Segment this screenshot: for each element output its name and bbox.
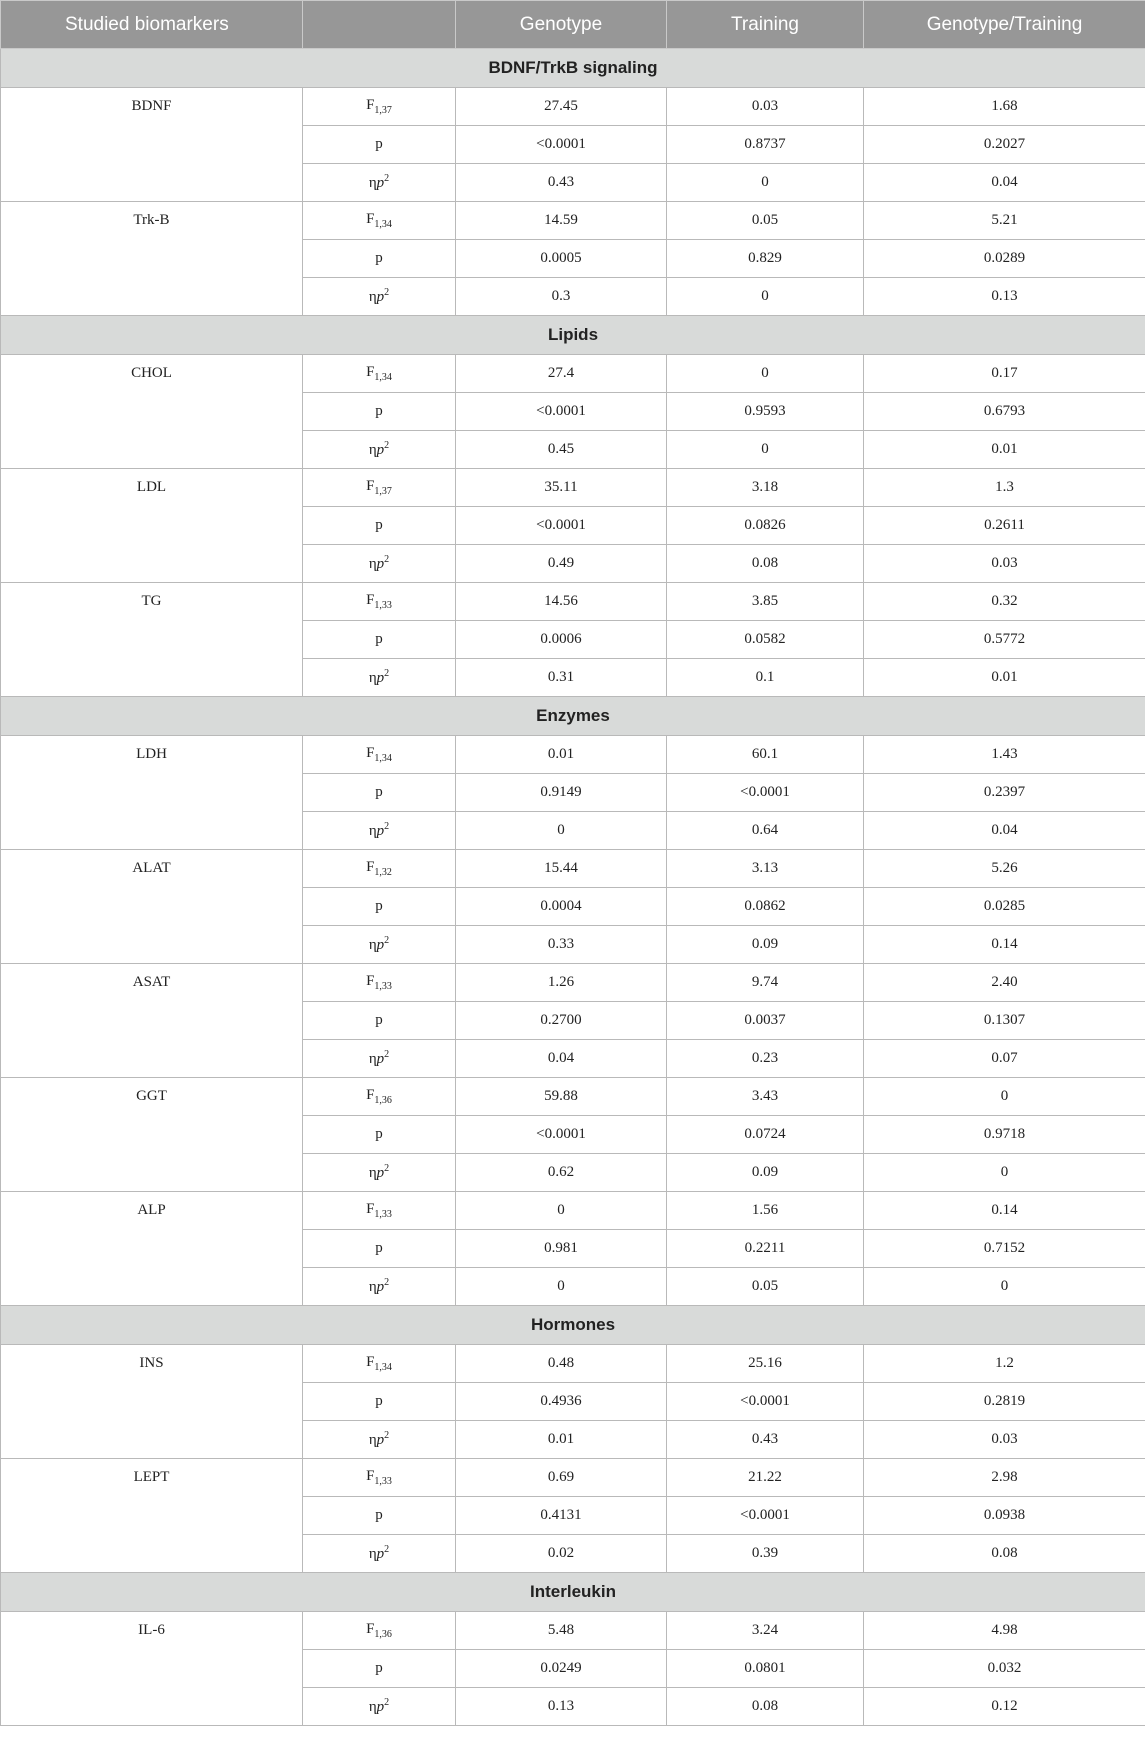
section-row	[1, 1306, 1145, 1345]
stat-label-f: $F_{1,33}$	[303, 964, 456, 1002]
stat-label-p: p	[303, 1650, 456, 1688]
stat-label-f: $F_{1,32}$	[303, 850, 456, 888]
cell-value: 0	[864, 1268, 1145, 1306]
cell-value: 0.2211	[667, 1230, 864, 1268]
cell-value: 5.21	[864, 202, 1145, 240]
biomarker-name: INS	[1, 1345, 303, 1459]
eta-superscript: 2	[384, 440, 390, 451]
section-title: Enzymes	[1, 697, 1145, 736]
f-degrees-of-freedom: 1,36	[374, 1629, 392, 1640]
cell-value: 0.5772	[864, 621, 1145, 659]
stat-label-f: $F_{1,34}$	[303, 736, 456, 774]
eta-superscript: 2	[384, 1544, 390, 1555]
cell-value: 0.0285	[864, 888, 1145, 926]
header-training: Training	[667, 1, 864, 49]
biomarker-name: IL-6	[1, 1612, 303, 1726]
eta-superscript: 2	[384, 287, 390, 298]
cell-value: 0.08	[667, 1688, 864, 1726]
header-statistic	[303, 1, 456, 49]
cell-value: 0.4131	[456, 1497, 667, 1535]
cell-value: 0.17	[864, 355, 1145, 393]
cell-value: 9.74	[667, 964, 864, 1002]
table-row-f	[1, 583, 1145, 621]
biomarker-name: ALAT	[1, 850, 303, 964]
stat-label-p: p	[303, 1497, 456, 1535]
cell-value: 0.45	[456, 431, 667, 469]
cell-value: 27.4	[456, 355, 667, 393]
eta-superscript: 2	[384, 1163, 390, 1174]
cell-value: 0.04	[864, 812, 1145, 850]
cell-value: 0.0938	[864, 1497, 1145, 1535]
stat-label-eta	[303, 1535, 456, 1573]
cell-value: 0	[456, 812, 667, 850]
cell-value: 0.2397	[864, 774, 1145, 812]
cell-value: 0.32	[864, 583, 1145, 621]
header-genotype-training: Genotype/Training	[864, 1, 1145, 49]
section-title: Hormones	[1, 1306, 1145, 1345]
cell-value: 2.40	[864, 964, 1145, 1002]
cell-value: 0.0582	[667, 621, 864, 659]
stat-label-f: $F_{1,33}$	[303, 583, 456, 621]
table-row-f	[1, 88, 1145, 126]
table-row-f	[1, 1459, 1145, 1497]
cell-value: 5.26	[864, 850, 1145, 888]
stat-label-p: p	[303, 507, 456, 545]
cell-value: 0.7152	[864, 1230, 1145, 1268]
cell-value: 0	[667, 164, 864, 202]
cell-value: 0.08	[864, 1535, 1145, 1573]
cell-value: 0.8737	[667, 126, 864, 164]
eta-symbol: η	[368, 1546, 377, 1562]
table-row-f	[1, 1612, 1145, 1650]
cell-value: 0.01	[456, 1421, 667, 1459]
cell-value: 0.0004	[456, 888, 667, 926]
stat-label-eta	[303, 1688, 456, 1726]
cell-value: 60.1	[667, 736, 864, 774]
cell-value: 25.16	[667, 1345, 864, 1383]
cell-value: 0.4936	[456, 1383, 667, 1421]
table-row-f	[1, 964, 1145, 1002]
stat-label-f: $F_{1,37}$	[303, 469, 456, 507]
f-degrees-of-freedom: 1,33	[374, 1476, 392, 1487]
cell-value: 0.6793	[864, 393, 1145, 431]
table-row-f	[1, 1345, 1145, 1383]
cell-value: <0.0001	[667, 774, 864, 812]
stat-label-p: p	[303, 393, 456, 431]
biomarker-name: GGT	[1, 1078, 303, 1192]
cell-value: 0.05	[667, 1268, 864, 1306]
f-degrees-of-freedom: 1,34	[374, 753, 392, 764]
cell-value: 0.23	[667, 1040, 864, 1078]
cell-value: 0.07	[864, 1040, 1145, 1078]
f-degrees-of-freedom: 1,33	[374, 600, 392, 611]
cell-value: 14.59	[456, 202, 667, 240]
cell-value: 3.18	[667, 469, 864, 507]
stat-label-eta	[303, 164, 456, 202]
cell-value: <0.0001	[456, 393, 667, 431]
stat-label-eta	[303, 1040, 456, 1078]
f-degrees-of-freedom: 1,32	[374, 867, 392, 878]
eta-symbol: η	[368, 442, 377, 458]
stat-label-p: p	[303, 888, 456, 926]
eta-symbol: η	[368, 1051, 377, 1067]
cell-value: 0.13	[456, 1688, 667, 1726]
header-genotype: Genotype	[456, 1, 667, 49]
cell-value: 0.9718	[864, 1116, 1145, 1154]
cell-value: 1.68	[864, 88, 1145, 126]
cell-value: 4.98	[864, 1612, 1145, 1650]
eta-superscript: 2	[384, 1430, 390, 1441]
eta-p: p	[376, 1699, 385, 1715]
stat-label-f: $F_{1,36}$	[303, 1078, 456, 1116]
eta-superscript: 2	[384, 1277, 390, 1288]
cell-value: 1.56	[667, 1192, 864, 1230]
eta-symbol: η	[368, 670, 377, 686]
cell-value: 21.22	[667, 1459, 864, 1497]
cell-value: 0.9149	[456, 774, 667, 812]
stat-label-p: p	[303, 621, 456, 659]
cell-value: 0.43	[456, 164, 667, 202]
stat-label-p: p	[303, 240, 456, 278]
cell-value: 0	[456, 1192, 667, 1230]
eta-p: p	[376, 1165, 385, 1181]
biomarker-name: CHOL	[1, 355, 303, 469]
cell-value: 0.2027	[864, 126, 1145, 164]
cell-value: 0.01	[864, 431, 1145, 469]
f-degrees-of-freedom: 1,37	[374, 105, 392, 116]
f-degrees-of-freedom: 1,34	[374, 219, 392, 230]
cell-value: 0.03	[864, 545, 1145, 583]
cell-value: <0.0001	[456, 1116, 667, 1154]
stat-label-p: p	[303, 774, 456, 812]
cell-value: 0.0005	[456, 240, 667, 278]
cell-value: 0.2700	[456, 1002, 667, 1040]
cell-value: 0.04	[864, 164, 1145, 202]
eta-symbol: η	[368, 556, 377, 572]
cell-value: 0.0289	[864, 240, 1145, 278]
cell-value: 0.01	[864, 659, 1145, 697]
eta-superscript: 2	[384, 821, 390, 832]
cell-value: 0.14	[864, 926, 1145, 964]
cell-value: <0.0001	[456, 507, 667, 545]
cell-value: 0.09	[667, 1154, 864, 1192]
cell-value: 0.12	[864, 1688, 1145, 1726]
eta-p: p	[376, 289, 385, 305]
eta-superscript: 2	[384, 554, 390, 565]
cell-value: 0.2611	[864, 507, 1145, 545]
stat-label-f: $F_{1,34}$	[303, 202, 456, 240]
eta-symbol: η	[368, 937, 377, 953]
cell-value: 0	[864, 1078, 1145, 1116]
cell-value: 15.44	[456, 850, 667, 888]
biomarker-name: LDH	[1, 736, 303, 850]
stat-label-eta	[303, 431, 456, 469]
eta-p: p	[376, 1546, 385, 1562]
cell-value: 0.0724	[667, 1116, 864, 1154]
cell-value: 1.3	[864, 469, 1145, 507]
table-row-f	[1, 1192, 1145, 1230]
cell-value: 27.45	[456, 88, 667, 126]
cell-value: 1.26	[456, 964, 667, 1002]
cell-value: 0	[667, 278, 864, 316]
cell-value: 0.08	[667, 545, 864, 583]
eta-p: p	[376, 556, 385, 572]
table-row-f	[1, 1078, 1145, 1116]
eta-p: p	[376, 1432, 385, 1448]
f-degrees-of-freedom: 1,34	[374, 1362, 392, 1373]
cell-value: 0.981	[456, 1230, 667, 1268]
cell-value: 0.829	[667, 240, 864, 278]
cell-value: 0.04	[456, 1040, 667, 1078]
cell-value: 59.88	[456, 1078, 667, 1116]
biomarker-name: LDL	[1, 469, 303, 583]
cell-value: 0.03	[864, 1421, 1145, 1459]
section-title: Interleukin	[1, 1573, 1145, 1612]
eta-symbol: η	[368, 1432, 377, 1448]
eta-symbol: η	[368, 175, 377, 191]
f-degrees-of-freedom: 1,34	[374, 372, 392, 383]
cell-value: <0.0001	[667, 1383, 864, 1421]
cell-value: 35.11	[456, 469, 667, 507]
header-row	[1, 1, 1145, 49]
table-row-f	[1, 202, 1145, 240]
eta-p: p	[376, 175, 385, 191]
cell-value: 0	[456, 1268, 667, 1306]
cell-value: 0.0037	[667, 1002, 864, 1040]
eta-p: p	[376, 823, 385, 839]
cell-value: 1.2	[864, 1345, 1145, 1383]
eta-symbol: η	[368, 1165, 377, 1181]
cell-value: 3.43	[667, 1078, 864, 1116]
section-row	[1, 49, 1145, 88]
stat-label-f: $F_{1,34}$	[303, 1345, 456, 1383]
stat-label-f: $F_{1,33}$	[303, 1192, 456, 1230]
cell-value: 0.3	[456, 278, 667, 316]
eta-symbol: η	[368, 823, 377, 839]
eta-p: p	[376, 1279, 385, 1295]
cell-value: 0.02	[456, 1535, 667, 1573]
table-row-f	[1, 850, 1145, 888]
table-header	[1, 1, 1145, 49]
cell-value: 0	[864, 1154, 1145, 1192]
section-title: Lipids	[1, 316, 1145, 355]
cell-value: 0.032	[864, 1650, 1145, 1688]
section-row	[1, 697, 1145, 736]
cell-value: 0.05	[667, 202, 864, 240]
eta-superscript: 2	[384, 1697, 390, 1708]
eta-p: p	[376, 937, 385, 953]
cell-value: 0.0826	[667, 507, 864, 545]
biomarker-name: LEPT	[1, 1459, 303, 1573]
section-title: BDNF/TrkB signaling	[1, 49, 1145, 88]
cell-value: 1.43	[864, 736, 1145, 774]
stat-label-f: $F_{1,37}$	[303, 88, 456, 126]
cell-value: 0.1	[667, 659, 864, 697]
cell-value: 0.13	[864, 278, 1145, 316]
cell-value: 0.49	[456, 545, 667, 583]
table-row-f	[1, 469, 1145, 507]
table-row-f	[1, 736, 1145, 774]
stat-label-p: p	[303, 126, 456, 164]
eta-symbol: η	[368, 1699, 377, 1715]
section-row	[1, 316, 1145, 355]
cell-value: 0.2819	[864, 1383, 1145, 1421]
stat-label-p: p	[303, 1383, 456, 1421]
f-degrees-of-freedom: 1,37	[374, 486, 392, 497]
cell-value: 0.62	[456, 1154, 667, 1192]
cell-value: 0.03	[667, 88, 864, 126]
eta-superscript: 2	[384, 668, 390, 679]
stat-label-eta	[303, 812, 456, 850]
stat-label-eta	[303, 1421, 456, 1459]
eta-p: p	[376, 670, 385, 686]
cell-value: 0.01	[456, 736, 667, 774]
cell-value: 0.1307	[864, 1002, 1145, 1040]
biomarker-name: Trk-B	[1, 202, 303, 316]
eta-superscript: 2	[384, 935, 390, 946]
biomarker-name: TG	[1, 583, 303, 697]
stat-label-eta	[303, 1268, 456, 1306]
cell-value: 0.0801	[667, 1650, 864, 1688]
f-degrees-of-freedom: 1,36	[374, 1095, 392, 1106]
section-row	[1, 1573, 1145, 1612]
stat-label-f: $F_{1,33}$	[303, 1459, 456, 1497]
eta-superscript: 2	[384, 1049, 390, 1060]
eta-p: p	[376, 1051, 385, 1067]
eta-symbol: η	[368, 289, 377, 305]
stat-label-f: $F_{1,34}$	[303, 355, 456, 393]
stat-label-eta	[303, 659, 456, 697]
cell-value: 0.09	[667, 926, 864, 964]
cell-value: 3.13	[667, 850, 864, 888]
stat-label-eta	[303, 1154, 456, 1192]
cell-value: 5.48	[456, 1612, 667, 1650]
header-studied-biomarkers: Studied biomarkers	[1, 1, 303, 49]
biomarker-name: BDNF	[1, 88, 303, 202]
stat-label-eta	[303, 278, 456, 316]
cell-value: 0.43	[667, 1421, 864, 1459]
cell-value: 0.31	[456, 659, 667, 697]
eta-p: p	[376, 442, 385, 458]
cell-value: 0.64	[667, 812, 864, 850]
cell-value: 0.14	[864, 1192, 1145, 1230]
cell-value: 0.39	[667, 1535, 864, 1573]
cell-value: 3.24	[667, 1612, 864, 1650]
cell-value: 0.0249	[456, 1650, 667, 1688]
stat-label-eta	[303, 545, 456, 583]
cell-value: 0.9593	[667, 393, 864, 431]
stat-label-f: $F_{1,36}$	[303, 1612, 456, 1650]
cell-value: <0.0001	[456, 126, 667, 164]
cell-value: 0	[667, 355, 864, 393]
f-degrees-of-freedom: 1,33	[374, 981, 392, 992]
table-body	[1, 49, 1145, 1726]
cell-value: 0.33	[456, 926, 667, 964]
stat-label-p: p	[303, 1230, 456, 1268]
cell-value: 0.69	[456, 1459, 667, 1497]
cell-value: 0.0006	[456, 621, 667, 659]
stat-label-p: p	[303, 1002, 456, 1040]
cell-value: 3.85	[667, 583, 864, 621]
table-row-f	[1, 355, 1145, 393]
stat-label-p: p	[303, 1116, 456, 1154]
cell-value: 0.48	[456, 1345, 667, 1383]
cell-value: <0.0001	[667, 1497, 864, 1535]
biomarker-name: ASAT	[1, 964, 303, 1078]
cell-value: 0.0862	[667, 888, 864, 926]
f-degrees-of-freedom: 1,33	[374, 1209, 392, 1220]
cell-value: 0	[667, 431, 864, 469]
cell-value: 14.56	[456, 583, 667, 621]
cell-value: 2.98	[864, 1459, 1145, 1497]
biomarker-name: ALP	[1, 1192, 303, 1306]
eta-superscript: 2	[384, 173, 390, 184]
eta-symbol: η	[368, 1279, 377, 1295]
stat-label-eta	[303, 926, 456, 964]
